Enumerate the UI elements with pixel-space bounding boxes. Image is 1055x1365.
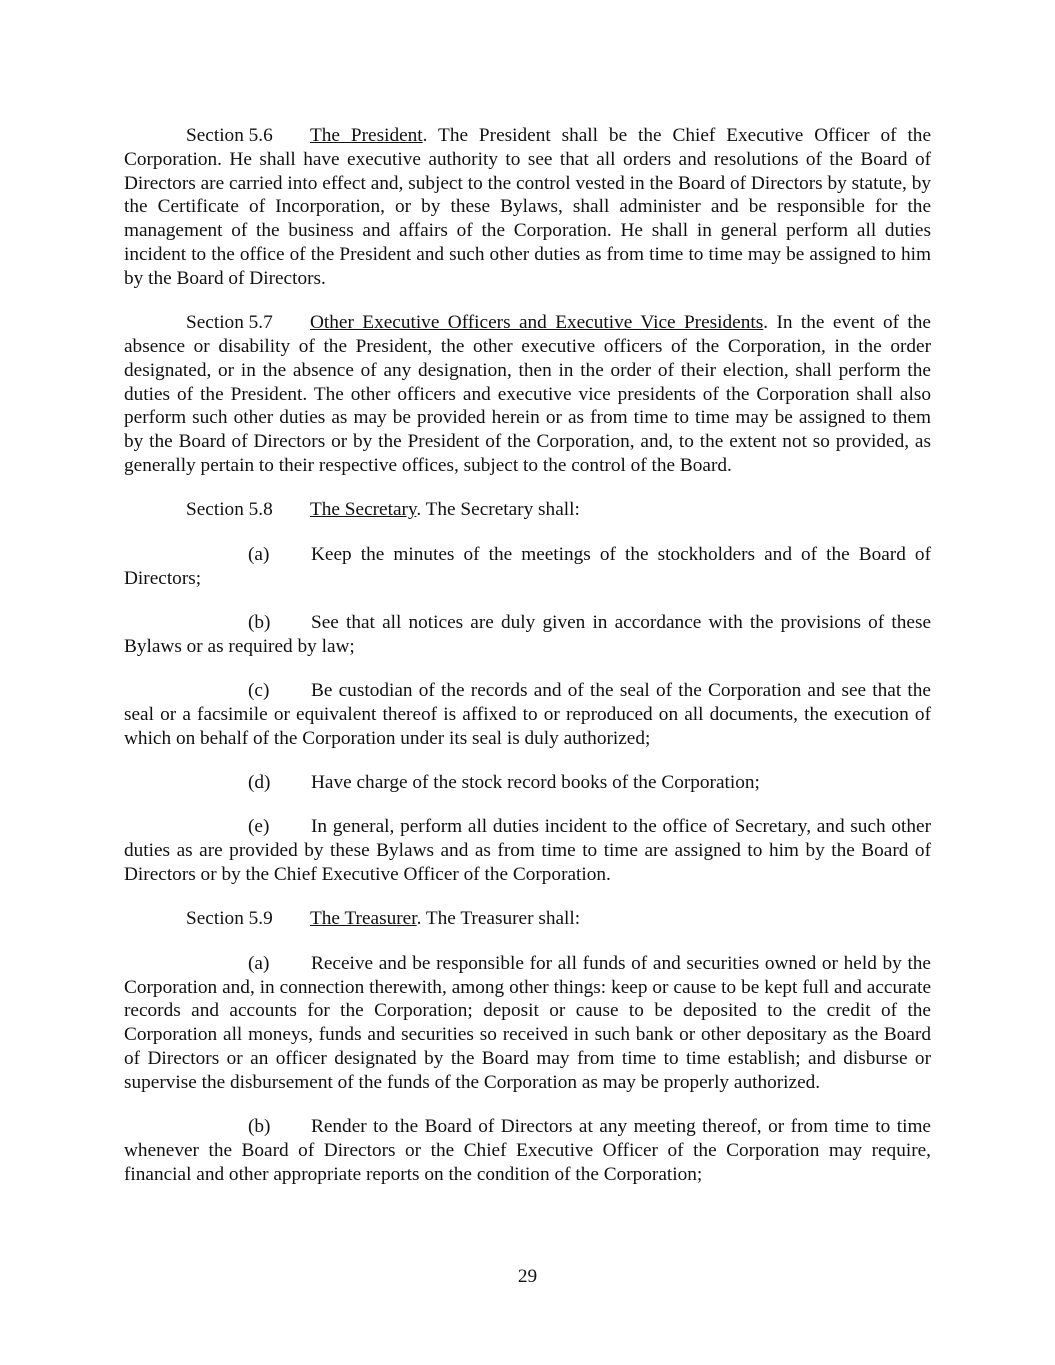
section-heading: The Treasurer: [310, 908, 417, 930]
item-label: (a): [248, 543, 270, 565]
item-label: (b): [248, 611, 271, 633]
document-page: [124, 124, 931, 1207]
section-label: Section 5.9: [186, 908, 273, 930]
page-number: 29: [517, 1266, 538, 1287]
section-heading: The President: [310, 125, 423, 146]
section-5-6-paragraph: [124, 124, 931, 291]
section-5-7-paragraph: [124, 311, 931, 478]
section-5-8-paragraph: [124, 498, 931, 522]
secretary-item-a: [124, 543, 931, 591]
item-text: In general, perform all duties incident to the office of Secretary, and such other duties as are provided by these Bylaws and as from time to time are assigned to him by the Board of Directors or by the Chief Executive Officer of the Corporation.: [124, 816, 931, 886]
section-label: Section 5.6: [186, 125, 273, 146]
item-label: (c): [248, 680, 270, 702]
section-5-9-paragraph: [124, 907, 931, 931]
item-text: Render to the Board of Directors at any meeting thereof, or from time to time whenever the Board of Directors or the Chief Executive Officer of the Corporation may require, financial and other appropriate reports on the condition of the Corporation;: [124, 1116, 931, 1185]
secretary-item-d: [124, 771, 931, 795]
section-text: . The Secretary shall:: [416, 499, 580, 521]
section-label: Section 5.8: [186, 499, 273, 521]
item-text: Keep the minutes of the meetings of the stockholders and of the Board of Directors;: [124, 543, 931, 589]
item-text: Receive and be responsible for all funds of and securities owned or held by the Corporation and, in connection therewith, among other things: keep or cause to be kept full and accurate records and accounts for the Corporation; deposit or cause to be deposited to the credit of the Corporation all moneys, funds and securities so received in such bank or other depositary as the Board of Directors or an officer designated by the Board may from time to time establish; and disburse or supervise the disbursement of the funds of the Corporation as may be properly authorized.: [124, 952, 931, 1093]
section-text: . In the event of the absence or disability of the President, the other executive officers of the Corporation, in the order designated, or in the absence of any designation, then in the order of their election, shall perform the duties of the President. The other officers and executive vice presidents of the Corporation shall also perform such other duties as may be provided herein or as from time to time may be assigned to them by the Board of Directors or by the President of the Corporation, and, to the extent not so provided, as generally pertain to their respective offices, subject to the control of the Board.: [124, 312, 931, 476]
section-label: Section 5.7: [186, 312, 273, 334]
item-label: (a): [248, 952, 270, 974]
treasurer-item-b: [124, 1115, 931, 1186]
section-text: . The Treasurer shall:: [416, 908, 581, 930]
secretary-item-e: [124, 815, 931, 886]
item-text: Have charge of the stock record books of the Corporation;: [311, 772, 760, 794]
item-text: Be custodian of the records and of the seal of the Corporation and see that the seal or a facsimile or equivalent thereof is affixed to or reproduced on all documents, the execution of which on behalf of the Corporation under its seal is duly authorized;: [124, 680, 931, 749]
section-text: . The President shall be the Chief Executive Officer of the Corporation. He shall have executive authority to see that all orders and resolutions of the Board of Directors are carried into effect and, subject to the control vested in the Board of Directors by statute, by the Certificate of Incorporation, or by these Bylaws, shall administer and be responsible for the management of the business and affairs of the Corporation. He shall in general perform all duties incident to the office of the President and such other duties as from time to time may be assigned to him by the Board of Directors.: [124, 125, 931, 289]
item-text: See that all notices are duly given in accordance with the provisions of these Bylaws or as required by law;: [124, 611, 931, 657]
secretary-item-b: [124, 611, 931, 659]
item-label: (e): [248, 816, 270, 838]
treasurer-item-a: [124, 952, 931, 1095]
section-heading: Other Executive Officers and Executive Vice Presidents: [310, 312, 764, 334]
item-label: (d): [248, 772, 271, 794]
item-label: (b): [248, 1116, 271, 1138]
secretary-item-c: [124, 679, 931, 750]
section-heading: The Secretary: [310, 499, 417, 521]
